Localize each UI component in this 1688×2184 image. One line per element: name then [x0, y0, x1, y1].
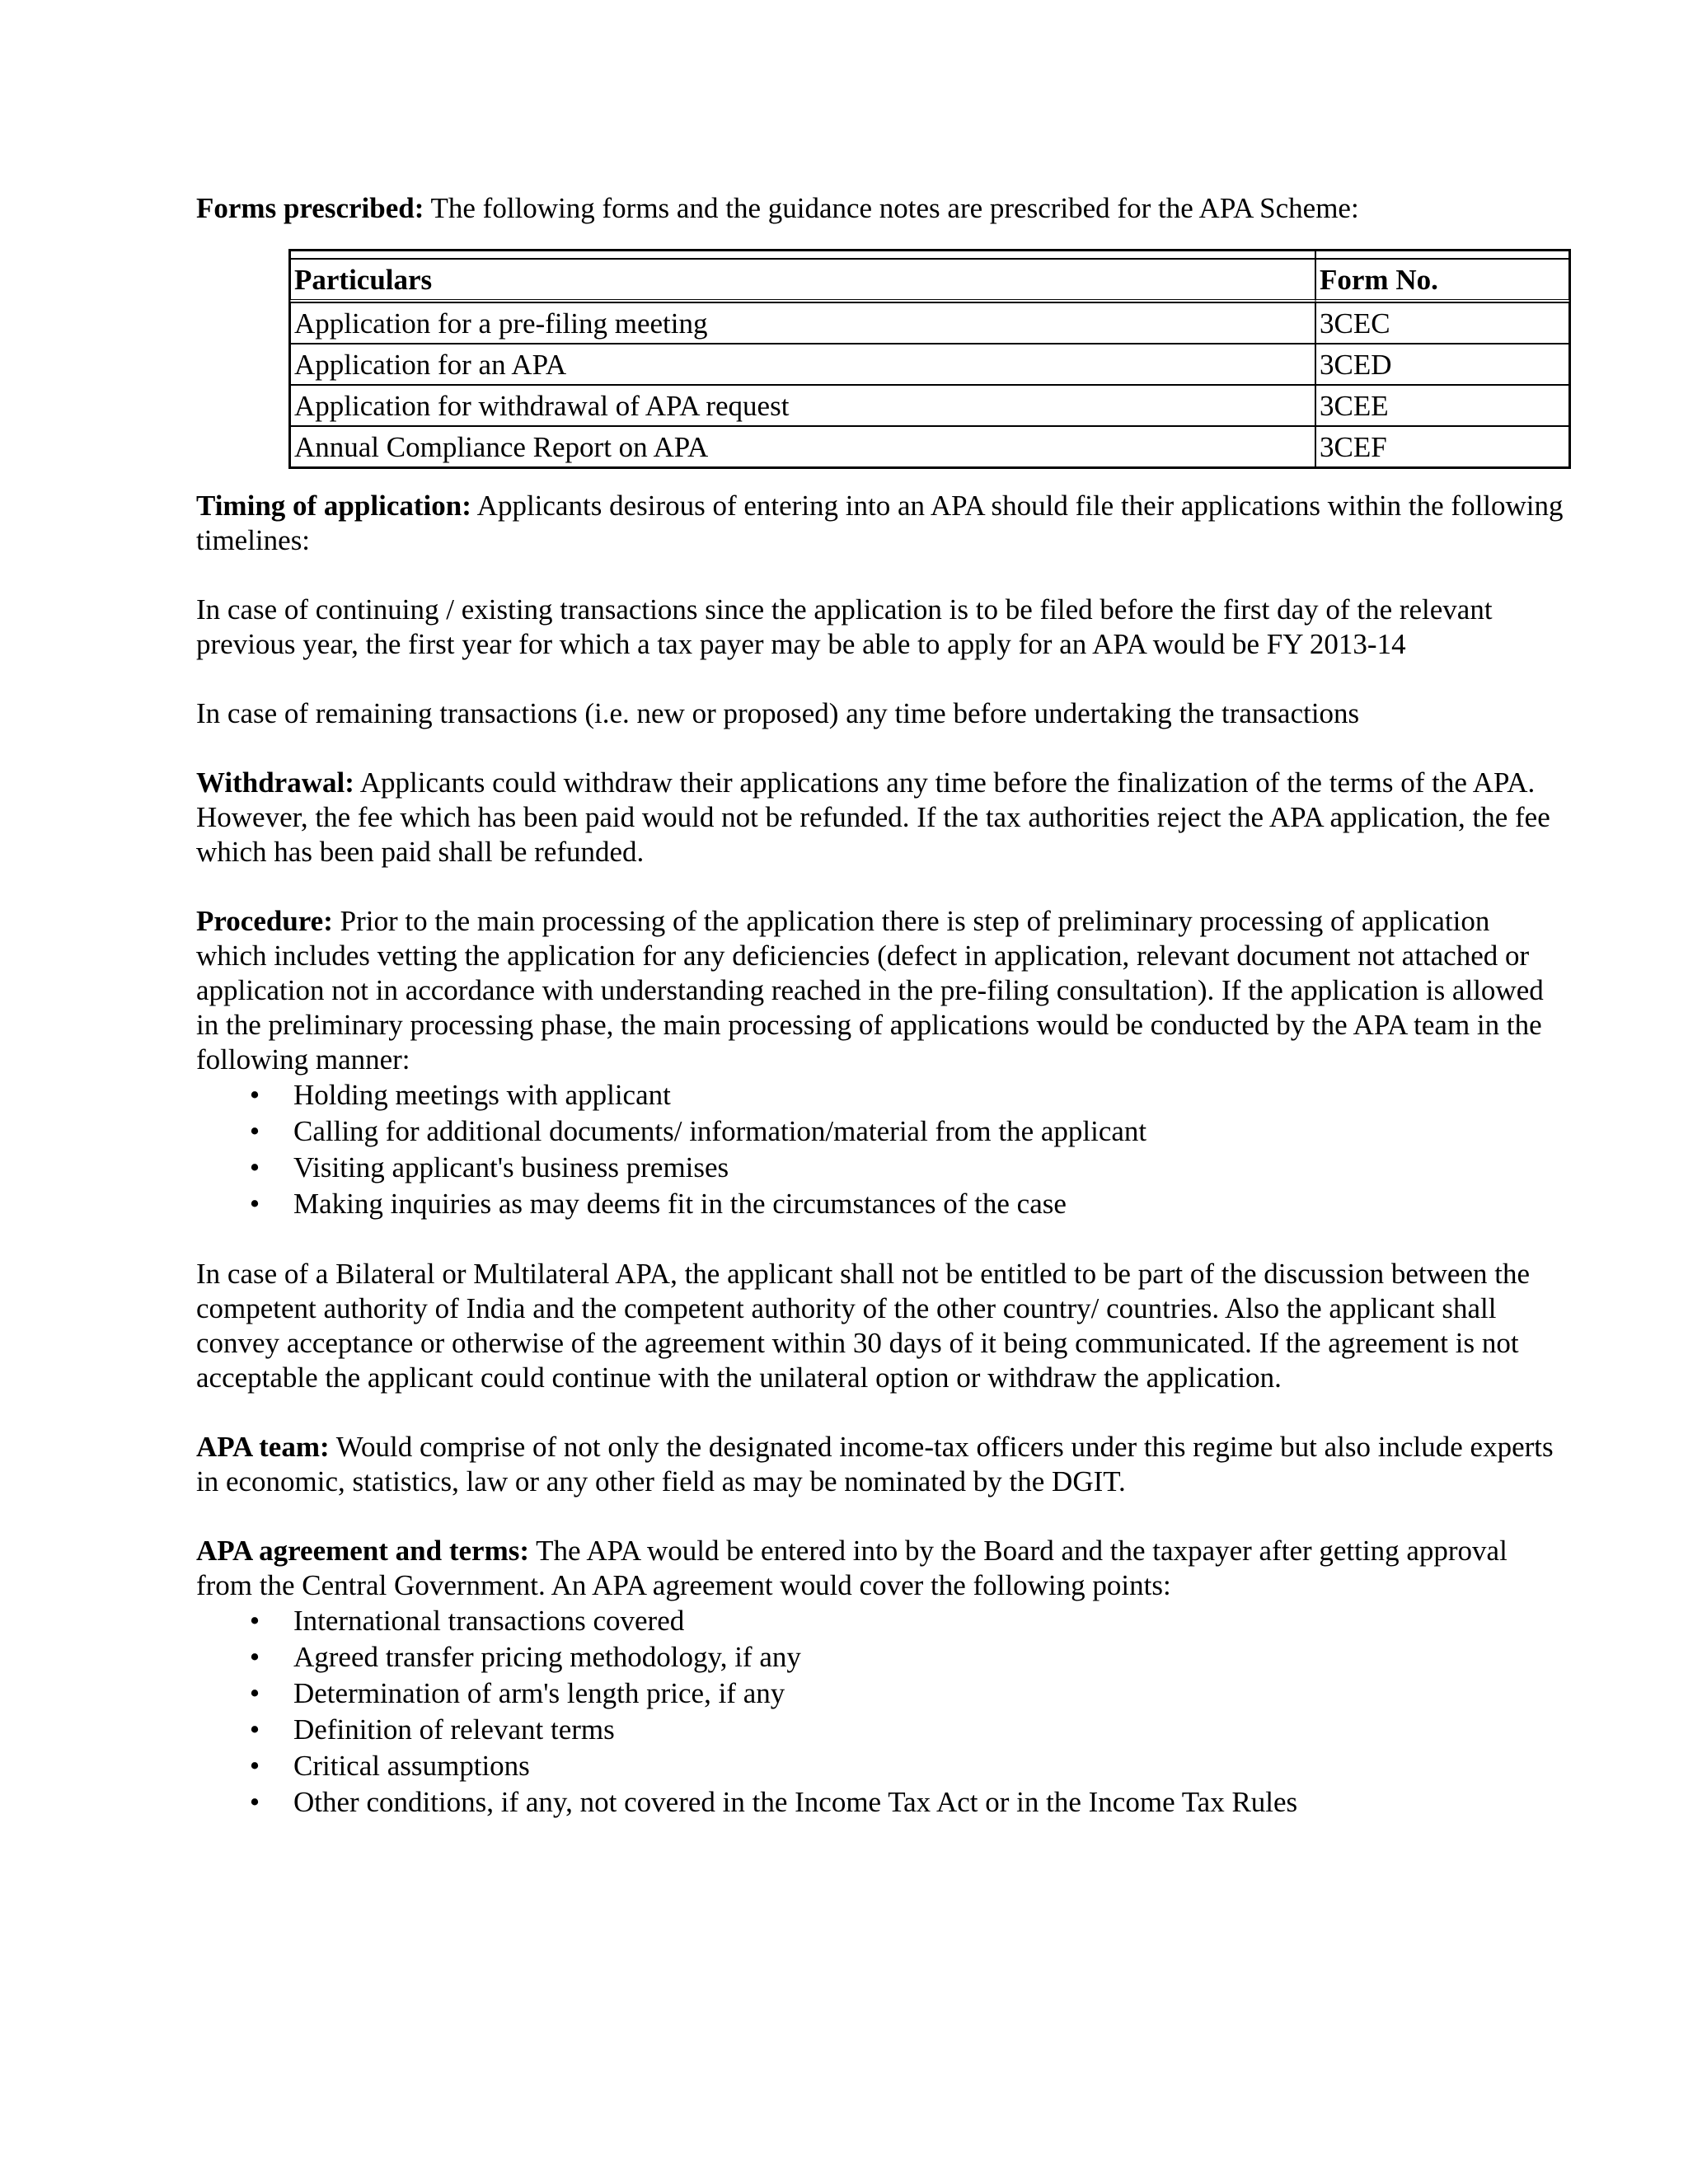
list-item: • Calling for additional documents/ information/material from the applicant — [196, 1113, 1564, 1150]
bullet-icon: • — [249, 1786, 260, 1818]
forms-text: The following forms and the guidance notes are prescribed for the APA Scheme: — [424, 192, 1359, 224]
cell-particular: Application for an APA — [290, 344, 1315, 385]
team-heading: APA team: — [196, 1431, 330, 1463]
list-item: • Other conditions, if any, not covered in the Income Tax Act or in the Income Tax Rules — [196, 1784, 1564, 1821]
agreement-paragraph — [196, 1534, 1564, 1603]
withdrawal-heading: Withdrawal: — [196, 766, 354, 799]
bullet-icon: • — [249, 1151, 260, 1183]
cell-form-no: 3CEE — [1315, 385, 1569, 426]
procedure-text: Prior to the main processing of the application there is step of preliminary processing of application which includes vetting the application for any deficiencies (defect in application, relevant document not attached or application not in accordance with understanding reached in the pre-filing consultation). If the application is allowed in the preliminary processing phase, the main processing of applications would be conducted by the APA team in the following manner: — [196, 905, 1544, 1076]
timing-text: Applicants desirous of entering into an APA should file their applications within the following timelines: — [196, 490, 1564, 556]
list-item: • Holding meetings with applicant — [196, 1077, 1564, 1113]
forms-paragraph — [196, 191, 1564, 226]
procedure-heading: Procedure: — [196, 905, 333, 937]
bullet-icon: • — [249, 1641, 260, 1673]
document-page — [196, 191, 1564, 1855]
cell-particular: Annual Compliance Report on APA — [290, 426, 1315, 467]
table-spacer-row — [290, 251, 1569, 259]
list-item: • Definition of relevant terms — [196, 1712, 1564, 1748]
bilateral-paragraph: In case of a Bilateral or Multilateral APA, the applicant shall not be entitled to be part of the discussion between the competent authority of India and the competent authority of the other country/ countries. Also the applicant shall convey acceptance or otherwise of the agreement within 30 days of it being communicated. If the agreement is not acceptable the applicant could continue with the unilateral option or withdraw the application. — [196, 1258, 1530, 1394]
table-row — [290, 385, 1569, 426]
cell-form-no: 3CEF — [1315, 426, 1569, 467]
header-particulars: Particulars — [290, 259, 1315, 302]
table-row — [290, 302, 1569, 344]
forms-table-wrapper — [288, 249, 1571, 469]
list-item: • Agreed transfer pricing methodology, if any — [196, 1639, 1564, 1675]
bullet-icon: • — [249, 1713, 260, 1746]
bullet-icon: • — [249, 1750, 260, 1782]
list-item: • Determination of arm's length price, if any — [196, 1675, 1564, 1712]
withdrawal-paragraph — [196, 766, 1564, 869]
table-header-row — [290, 259, 1569, 302]
list-item: • International transactions covered — [196, 1603, 1564, 1639]
procedure-paragraph — [196, 904, 1564, 1077]
list-item: • Critical assumptions — [196, 1748, 1564, 1784]
timing-continuing-paragraph: In case of continuing / existing transactions since the application is to be filed before the first day of the relevant previous year, the first year for which a tax payer may be able to apply for an APA would be FY 2013-14 — [196, 593, 1493, 660]
header-form-no: Form No. — [1315, 259, 1569, 302]
cell-particular: Application for withdrawal of APA request — [290, 385, 1315, 426]
cell-form-no: 3CEC — [1315, 302, 1569, 344]
agreement-heading: APA agreement and terms: — [196, 1535, 530, 1567]
cell-particular: Application for a pre-filing meeting — [290, 302, 1315, 344]
forms-table — [288, 249, 1571, 469]
cell-form-no: 3CED — [1315, 344, 1569, 385]
procedure-bullet-list — [196, 1077, 1564, 1222]
agreement-bullet-list — [196, 1603, 1564, 1821]
timing-paragraph — [196, 489, 1564, 558]
bullet-icon: • — [249, 1079, 260, 1111]
bullet-icon: • — [249, 1677, 260, 1709]
team-text: Would comprise of not only the designated income-tax officers under this regime but also include experts in economic, statistics, law or any other field as may be nominated by the DGIT. — [196, 1431, 1554, 1497]
withdrawal-text: Applicants could withdraw their applications any time before the finalization of the terms of the APA. However, the fee which has been paid would not be refunded. If the tax authorities reject the APA application, the fee which has been paid shall be refunded. — [196, 766, 1550, 868]
team-paragraph — [196, 1430, 1564, 1499]
list-item: • Visiting applicant's business premises — [196, 1150, 1564, 1186]
timing-remaining-paragraph: In case of remaining transactions (i.e. new or proposed) any time before undertaking the transactions — [196, 697, 1360, 729]
forms-heading: Forms prescribed: — [196, 192, 424, 224]
bullet-icon: • — [249, 1605, 260, 1637]
list-item: • Making inquiries as may deems fit in the circumstances of the case — [196, 1186, 1564, 1222]
bullet-icon: • — [249, 1188, 260, 1220]
bullet-icon: • — [249, 1115, 260, 1147]
timing-heading: Timing of application: — [196, 490, 471, 522]
agreement-text: The APA would be entered into by the Board and the taxpayer after getting approval from the Central Government. An APA agreement would cover the following points: — [196, 1535, 1507, 1601]
table-row — [290, 344, 1569, 385]
table-row — [290, 426, 1569, 467]
